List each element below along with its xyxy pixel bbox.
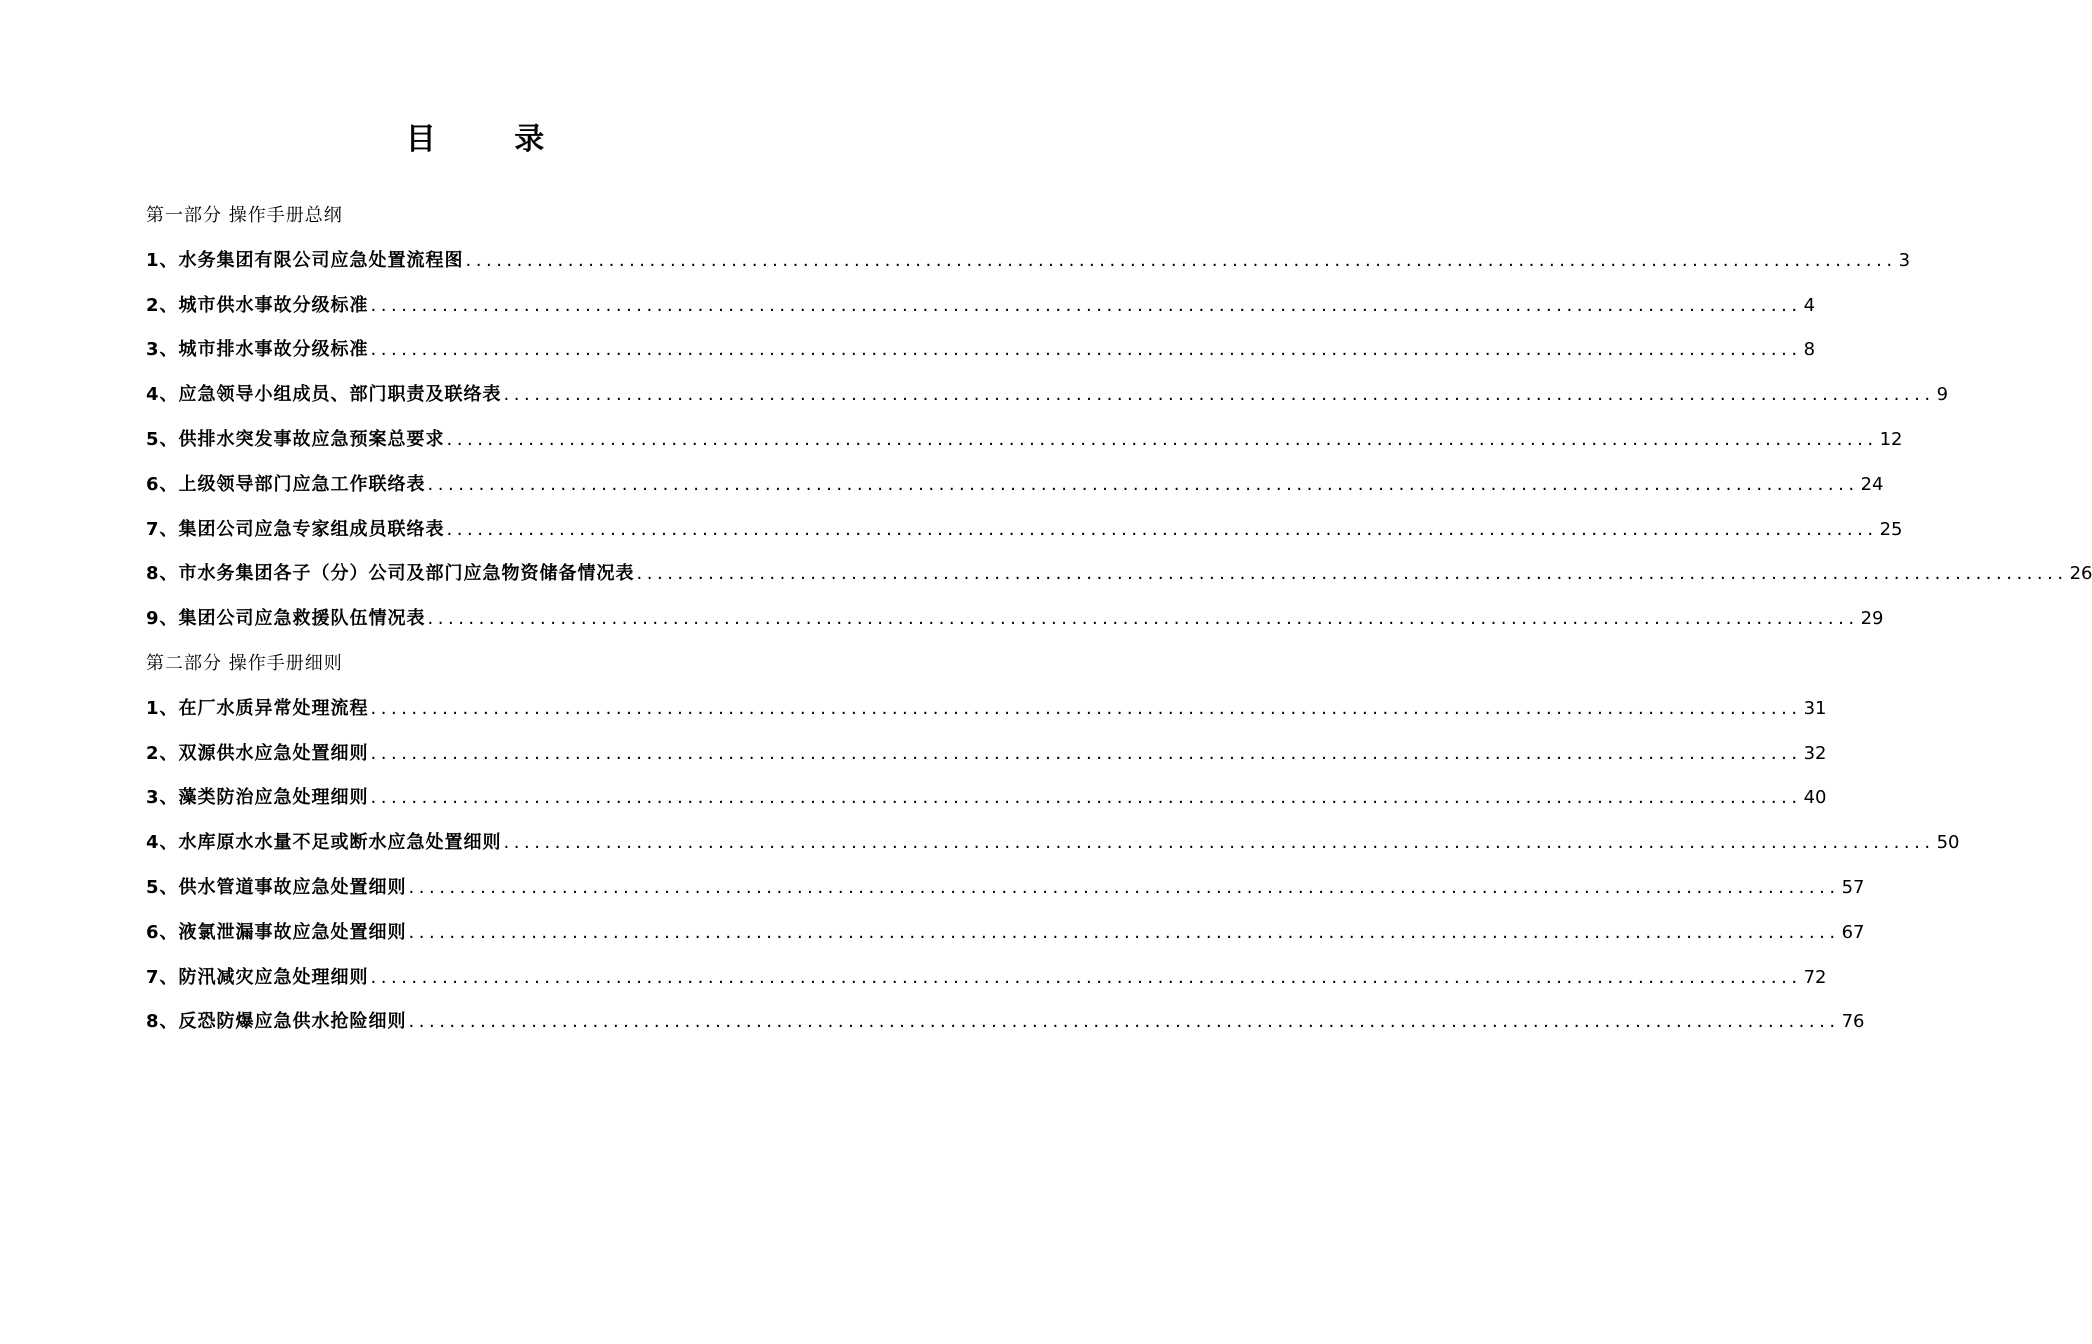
toc-entry-label: 6、液氯泄漏事故应急处置细则 <box>146 921 407 943</box>
toc-leader-dots: ............................................................................................................................................ <box>446 428 1878 450</box>
toc-entry-label: 1、在厂水质异常处理流程 <box>146 697 369 719</box>
toc-leader-dots: ............................................................................................................................................ <box>503 384 1935 406</box>
toc-entry-label: 2、城市供水事故分级标准 <box>146 294 369 316</box>
toc-leader-dots: ............................................................................................................................................ <box>370 966 1802 988</box>
toc-page-number: 76 <box>1841 1011 1865 1033</box>
toc-entry-label: 3、城市排水事故分级标准 <box>146 339 369 361</box>
toc-leader-dots: ............................................................................................................................................ <box>446 518 1878 540</box>
part-heading: 第一部分 操作手册总纲 <box>146 205 343 226</box>
toc-page-number: 32 <box>1803 742 1827 764</box>
toc-entry-label: 2、双源供水应急处置细则 <box>146 742 369 764</box>
toc-entry[interactable] <box>146 463 1884 508</box>
toc-page-number: 24 <box>1860 473 1884 495</box>
table-of-contents <box>146 194 2092 1045</box>
toc-entry-label: 9、集团公司应急救援队伍情况表 <box>146 608 426 630</box>
toc-leader-dots: ............................................................................................................................................ <box>465 249 1897 271</box>
toc-leader-dots: ............................................................................................................................................ <box>370 787 1802 809</box>
toc-page-number: 26 <box>2069 563 2092 585</box>
toc-leader-dots: ............................................................................................................................................ <box>370 742 1802 764</box>
toc-entry[interactable] <box>146 552 2092 597</box>
toc-entry-label: 6、上级领导部门应急工作联络表 <box>146 473 426 495</box>
toc-entry[interactable] <box>146 911 1865 956</box>
toc-leader-dots: ............................................................................................................................................ <box>408 876 1840 898</box>
toc-entry-label: 5、供水管道事故应急处置细则 <box>146 876 407 898</box>
toc-entry[interactable] <box>146 956 1827 1001</box>
toc-entry-label: 1、水务集团有限公司应急处置流程图 <box>146 249 464 271</box>
toc-page-number: 72 <box>1803 966 1827 988</box>
toc-entry[interactable] <box>146 373 1949 418</box>
toc-entry[interactable] <box>146 597 1884 642</box>
toc-entry-label: 4、应急领导小组成员、部门职责及联络表 <box>146 384 502 406</box>
toc-entry-label: 3、藻类防治应急处理细则 <box>146 787 369 809</box>
toc-page-number: 67 <box>1841 921 1865 943</box>
toc-leader-dots: ............................................................................................................................................ <box>503 832 1935 854</box>
toc-page-number: 29 <box>1860 608 1884 630</box>
toc-leader-dots: ............................................................................................................................................ <box>370 697 1802 719</box>
toc-page-number: 31 <box>1803 697 1827 719</box>
toc-leader-dots: ............................................................................................................................................ <box>408 1011 1840 1033</box>
toc-entry[interactable] <box>146 732 1827 777</box>
toc-page-number: 4 <box>1803 294 1816 316</box>
toc-entry[interactable] <box>146 418 1903 463</box>
toc-entry-label: 7、防汛减灾应急处理细则 <box>146 966 369 988</box>
part-heading: 第二部分 操作手册细则 <box>146 652 343 674</box>
toc-page-number: 8 <box>1803 339 1816 361</box>
toc-page-number: 40 <box>1803 787 1827 809</box>
toc-page-number: 12 <box>1879 428 1903 450</box>
toc-leader-dots: ............................................................................................................................................ <box>636 563 2068 585</box>
toc-entry[interactable] <box>146 821 1960 866</box>
toc-page-number: 57 <box>1841 876 1865 898</box>
toc-page-number: 25 <box>1879 518 1903 540</box>
toc-entry[interactable] <box>146 866 1865 911</box>
toc-leader-dots: ............................................................................................................................................ <box>370 339 1802 361</box>
toc-entry-label: 8、市水务集团各子（分）公司及部门应急物资储备情况表 <box>146 563 635 585</box>
toc-entry[interactable] <box>146 284 1816 329</box>
toc-entry-label: 7、集团公司应急专家组成员联络表 <box>146 518 445 540</box>
toc-entry[interactable] <box>146 508 1903 553</box>
toc-entry-label: 8、反恐防爆应急供水抢险细则 <box>146 1011 407 1033</box>
toc-page-number: 9 <box>1936 384 1949 406</box>
toc-leader-dots: ............................................................................................................................................ <box>408 921 1840 943</box>
toc-entry[interactable] <box>146 239 1911 284</box>
toc-entry[interactable] <box>146 687 1827 732</box>
toc-entry-label: 4、水库原水水量不足或断水应急处置细则 <box>146 832 502 854</box>
toc-page-number: 50 <box>1936 832 1960 854</box>
toc-leader-dots: ............................................................................................................................................ <box>427 473 1859 495</box>
page-title: 目 录 <box>405 122 579 157</box>
toc-page-number: 3 <box>1898 249 1911 271</box>
toc-entry[interactable] <box>146 776 1827 821</box>
toc-leader-dots: ............................................................................................................................................ <box>427 608 1859 630</box>
toc-entry[interactable] <box>146 1000 1865 1045</box>
toc-entry-label: 5、供排水突发事故应急预案总要求 <box>146 428 445 450</box>
toc-entry[interactable] <box>146 328 1816 373</box>
toc-leader-dots: ............................................................................................................................................ <box>370 294 1802 316</box>
